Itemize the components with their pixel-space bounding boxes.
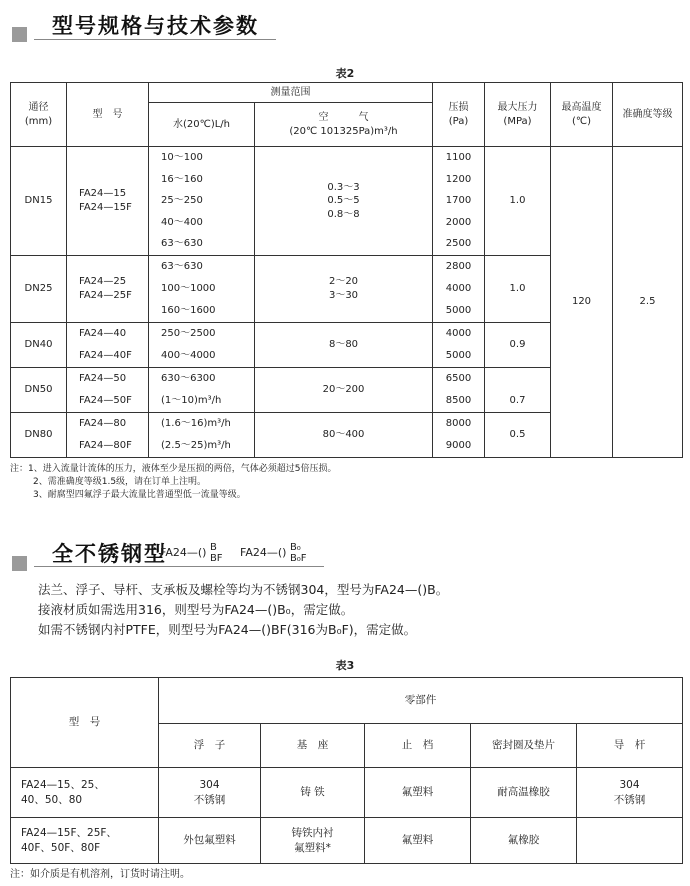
table2 — [10, 82, 683, 458]
loss-cell: 6500 8500 — [433, 367, 485, 412]
model-cell: FA24—80 FA24—80F — [67, 412, 149, 457]
section1-underline — [34, 39, 276, 40]
section2-paragraph-2: 接液材质如需选用316，则型号为FA24—()B₀，需定做。 — [38, 602, 354, 617]
loss-header: 压损 (Pa) — [433, 83, 485, 147]
air-cell: 20～200 — [255, 367, 433, 412]
table3-note: 注：如介质是有机溶剂，订货时请注明。 — [10, 869, 190, 880]
model-cell: FA24—50 FA24—50F — [67, 367, 149, 412]
section2-model-a: FA24—() B BF — [160, 542, 223, 564]
bore-cell: DN50 — [11, 367, 67, 412]
t3-col-seal: 密封圈及垫片 — [471, 724, 577, 768]
t3-model-cell: FA24—15F、25F、 40F、50F、80F — [11, 818, 159, 864]
bore-header: 通径 (mm) — [11, 83, 67, 147]
t3-cell: 铸 铁 — [261, 768, 365, 818]
model-header: 型 号 — [67, 83, 149, 147]
t3-col-float: 浮 子 — [159, 724, 261, 768]
maxp-cell: 1.0 — [485, 147, 551, 256]
accuracy-cell: 2.5 — [613, 147, 683, 458]
air-cell: 80～400 — [255, 412, 433, 457]
t3-col-rod: 导 杆 — [577, 724, 683, 768]
section2-paragraph-1: 法兰、浮子、导杆、支承板及螺栓等均为不锈钢304，型号为FA24—()B。 — [38, 582, 449, 597]
water-cell: 10～100 16～160 25～250 40～400 63～630 — [149, 147, 255, 256]
section2-title: 全不锈钢型 — [52, 542, 167, 566]
water-header: 水(20℃)L/h — [149, 103, 255, 147]
table-row — [11, 147, 683, 256]
table3-caption: 表3 — [335, 659, 355, 672]
table3 — [10, 677, 683, 864]
model-cell: FA24—40 FA24—40F — [67, 322, 149, 367]
loss-cell: 1100 1200 1700 2000 2500 — [433, 147, 485, 256]
section2-model-b: FA24—() B₀ B₀F — [240, 542, 307, 564]
table2-note-2: 2、需准确度等级1.5级，请在订单上注明。 — [33, 477, 207, 487]
bore-cell: DN15 — [11, 147, 67, 256]
model-cell: FA24—15 FA24—15F — [67, 147, 149, 256]
maxp-cell: 0.5 — [485, 412, 551, 457]
t3-cell: 304 不锈钢 — [159, 768, 261, 818]
t3-cell — [577, 818, 683, 864]
maxt-cell: 120 — [551, 147, 613, 458]
t3-cell: 外包氟塑料 — [159, 818, 261, 864]
loss-cell: 8000 9000 — [433, 412, 485, 457]
t3-cell: 耐高温橡胶 — [471, 768, 577, 818]
air-cell: 2～20 3～30 — [255, 255, 433, 322]
maxp-cell: 0.9 — [485, 322, 551, 367]
loss-cell: 4000 5000 — [433, 322, 485, 367]
bore-cell: DN80 — [11, 412, 67, 457]
t3-parts-header: 零部件 — [159, 678, 683, 724]
t3-cell: 铸铁内衬 氟塑料* — [261, 818, 365, 864]
t3-cell: 氟橡胶 — [471, 818, 577, 864]
model-cell: FA24—25 FA24—25F — [67, 255, 149, 322]
section1-title: 型号规格与技术参数 — [52, 14, 259, 38]
air-header: 空 气 (20℃ 101325Pa)m³/h — [255, 103, 433, 147]
table2-note-1: 注：1、进入流量计流体的压力，液体至少是压损的两倍，气体必须超过5倍压损。 — [10, 464, 337, 474]
t3-cell: 304 不锈钢 — [577, 768, 683, 818]
section1-marker — [12, 27, 27, 42]
water-cell: 630～6300 (1～10)m³/h — [149, 367, 255, 412]
table2-note-3: 3、耐腐型四氟浮子最大流量比普通型低一流量等级。 — [33, 490, 246, 500]
t3-model-header: 型 号 — [11, 678, 159, 768]
accuracy-header: 准确度等级 — [613, 83, 683, 147]
air-cell: 8～80 — [255, 322, 433, 367]
water-cell: (1.6～16)m³/h (2.5～25)m³/h — [149, 412, 255, 457]
air-cell: 0.3～3 0.5～5 0.8～8 — [255, 147, 433, 256]
t3-col-base: 基 座 — [261, 724, 365, 768]
table-row — [11, 818, 683, 864]
t3-cell: 氟塑料 — [365, 768, 471, 818]
section2-marker — [12, 556, 27, 571]
maxt-header: 最高温度 (℃) — [551, 83, 613, 147]
maxp-cell: 1.0 — [485, 255, 551, 322]
table-row — [11, 768, 683, 818]
t3-model-cell: FA24—15、25、 40、50、80 — [11, 768, 159, 818]
water-cell: 250～2500 400～4000 — [149, 322, 255, 367]
bore-cell: DN25 — [11, 255, 67, 322]
loss-cell: 2800 4000 5000 — [433, 255, 485, 322]
water-cell: 63～630 100～1000 160～1600 — [149, 255, 255, 322]
t3-col-stop: 止 档 — [365, 724, 471, 768]
bore-cell: DN40 — [11, 322, 67, 367]
t3-cell: 氟塑料 — [365, 818, 471, 864]
table2-caption: 表2 — [335, 67, 355, 80]
maxp-cell: 0.7 — [485, 367, 551, 412]
range-header: 测量范围 — [149, 83, 433, 103]
section2-paragraph-3: 如需不锈钢内衬PTFE，则型号为FA24—()BF(316为B₀F)，需定做。 — [38, 622, 417, 637]
maxp-header: 最大压力 (MPa) — [485, 83, 551, 147]
